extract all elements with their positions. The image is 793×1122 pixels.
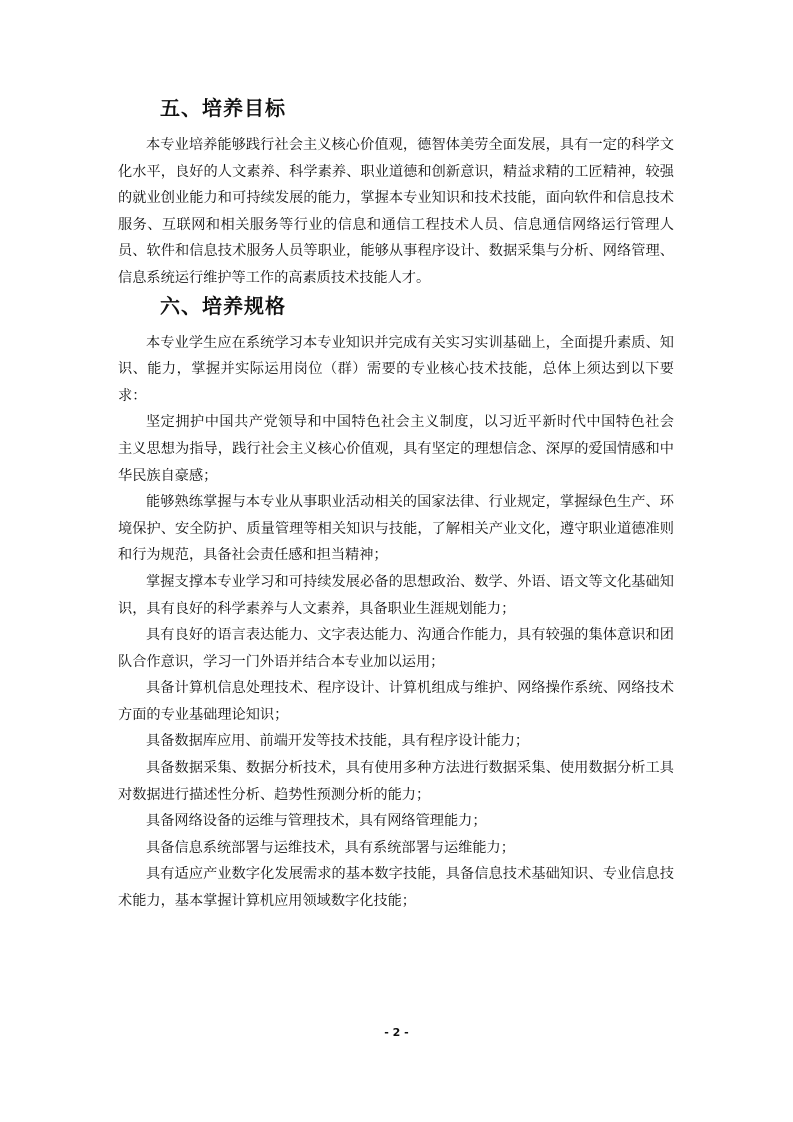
paragraph-spec-intro: 本专业学生应在系统学习本专业知识并完成有关实习实训基础上，全面提升素质、知识、能力，掌握并实际运用岗位（群）需要的专业核心技术技能，总体上须达到以下要求： [118,334,674,404]
paragraph-spec-item: 具备网络设备的运维与管理技术，具有网络管理能力； [146,813,487,830]
paragraph-spec-item: 具备数据采集、数据分析技术，具有使用多种方法进行数据采集、使用数据分析工具对数据进行描述性分析、趋势性预测分析的能力； [118,760,674,803]
paragraph-spec-item: 具有良好的语言表达能力、文字表达能力、沟通合作能力，具有较强的集体意识和团队合作意识，学习一门外语并结合本专业加以运用； [118,627,674,670]
paragraph-training-goals: 本专业培养能够践行社会主义核心价值观，德智体美劳全面发展，具有一定的科学文化水平，良好的人文素养、科学素养、职业道德和创新意识，精益求精的工匠精神，较强的就业创业能力和可持续发展的能力，掌握本专业知识和技术技能，面向软件和信息技术服务、互联网和相关服务等行业的信息和通信工程技术人员、信息通信网络运行管理人员、软件和信息技术服务人员等职业，能够从事程序设计、数据采集与分析、网络管理、信息系统运行维护等工作的高素质技术技能人才。 [118,137,674,286]
paragraph-spec-item: 具有适应产业数字化发展需求的基本数字技能，具备信息技术基础知识、专业信息技术能力，基本掌握计算机应用领域数字化技能； [118,866,674,910]
section-heading-training-goals: 五、培养目标 [160,96,286,120]
section-heading-training-specs: 六、培养规格 [160,293,286,318]
page-number: - 2 - [384,1026,409,1039]
paragraph-spec-item: 具备信息系统部署与运维技术，具有系统部署与运维能力； [146,839,515,856]
paragraph-spec-item: 坚定拥护中国共产党领导和中国特色社会主义制度，以习近平新时代中国特色社会 主义思想为指导，践行社会主义核心价值观，具有坚定的理想信念、深厚的爱国情感和中华民族自豪感； [118,414,674,484]
paragraph-spec-item: 掌握支撑本专业学习和可持续发展必备的思想政治、数学、外语、语文等文化基础知识，具有良好的科学素养与人文素养，具备职业生涯规划能力； [118,573,674,617]
page-content [118,92,674,915]
paragraph-spec-item: 能够熟练掌握与本专业从事职业活动相关的国家法律、行业规定，掌握绿色生产、环境保护、安全防护、质量管理等相关知识与技能，了解相关产业文化，遵守职业道德准则和行为规范，具备社会责任感和担当精神； [118,494,674,564]
paragraph-spec-item: 具备计算机信息处理技术、程序设计、计算机组成与维护、网络操作系统、网络技术方面的专业基础理论知识； [118,680,674,723]
paragraph-spec-item: 具备数据库应用、前端开发等技术技能，具有程序设计能力； [146,733,530,750]
